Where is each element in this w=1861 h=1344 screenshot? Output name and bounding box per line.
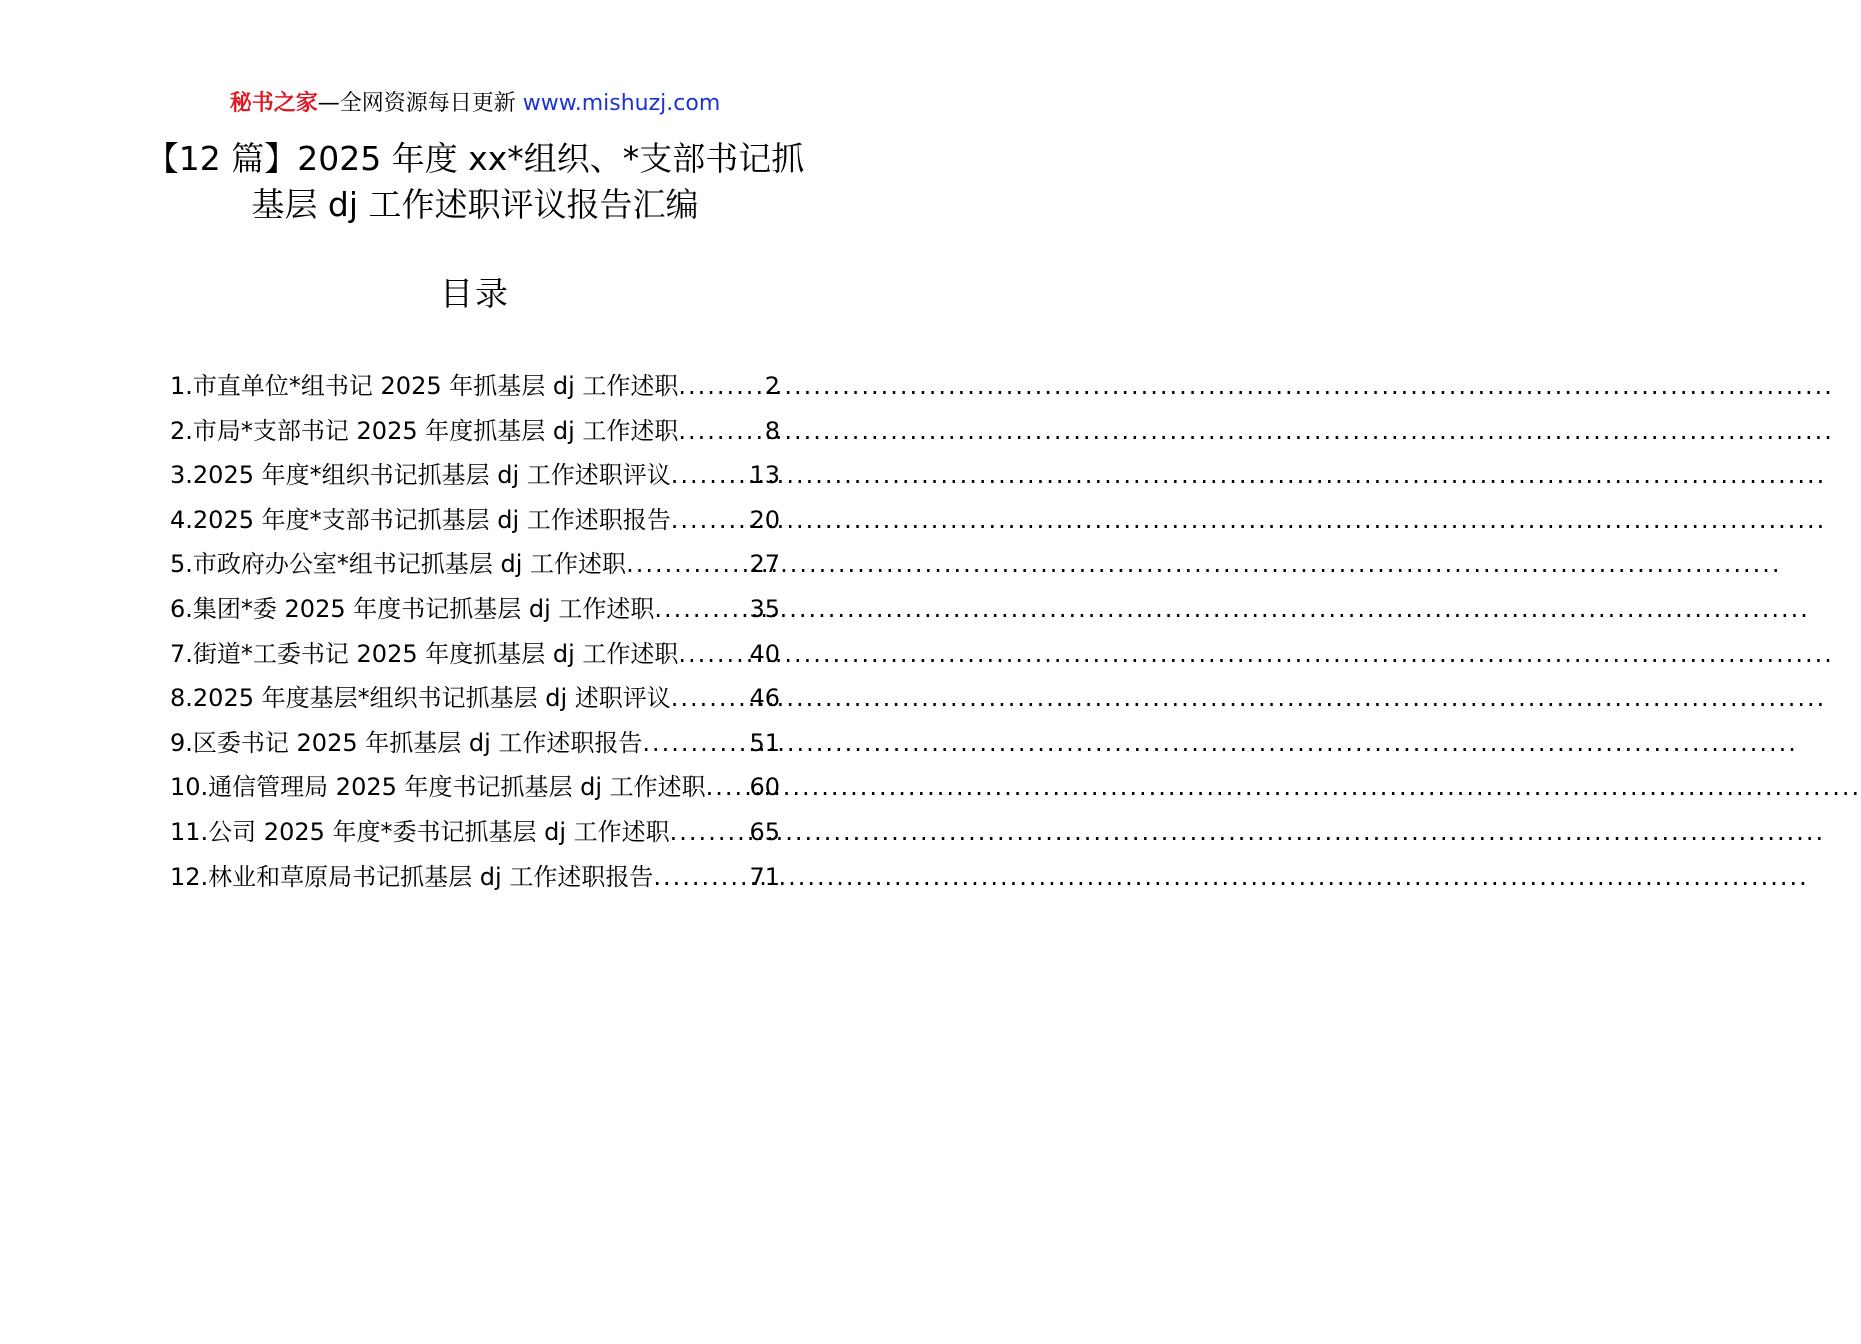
toc-entry-page-number: 40 xyxy=(749,639,780,668)
site-header xyxy=(0,88,950,120)
toc-entry-title: 5.市政府办公室*组书记抓基层 dj 工作述职 xyxy=(170,550,627,579)
toc-entry-page-number: 8 xyxy=(764,416,780,445)
toc-entry-title: 4.2025 年度*支部书记抓基层 dj 工作述职报告 xyxy=(170,505,671,534)
site-url-link[interactable]: www.mishuzj.com xyxy=(522,91,721,116)
document-title-line-2: 基层 dj 工作述职评议报告汇编 xyxy=(251,185,699,224)
toc-entry-page-number: 20 xyxy=(749,505,780,534)
toc-entry-title: 11.公司 2025 年度*委书记抓基层 dj 工作述职 xyxy=(170,817,670,846)
toc-entry-title: 6.集团*委 2025 年度书记抓基层 dj 工作述职 xyxy=(170,594,655,623)
toc-entry-title: 3.2025 年度*组织书记抓基层 dj 工作述职评议 xyxy=(170,461,671,490)
toc-entry-page-number: 60 xyxy=(749,773,780,802)
toc-entry-title: 2.市局*支部书记 2025 年度抓基层 dj 工作述职 xyxy=(170,416,679,445)
toc-entry-title: 12.林业和草原局书记抓基层 dj 工作述职报告 xyxy=(170,862,654,891)
toc-entry[interactable] xyxy=(170,498,780,543)
toc-entry-title: 10.通信管理局 2025 年度书记抓基层 dj 工作述职 xyxy=(170,773,706,802)
toc-dot-leader xyxy=(671,498,750,543)
toc-entry[interactable] xyxy=(170,587,780,632)
toc-entry[interactable] xyxy=(170,542,780,587)
site-tagline: —全网资源每日更新 xyxy=(317,91,523,116)
toc-entry[interactable] xyxy=(170,453,780,498)
toc-entry-page-number: 35 xyxy=(749,594,780,623)
toc-entry-title: 7.街道*工委书记 2025 年度抓基层 dj 工作述职 xyxy=(170,639,679,668)
toc-entry[interactable] xyxy=(170,364,780,409)
toc-dot-leader xyxy=(654,587,749,632)
toc-dot-leader xyxy=(642,721,749,766)
toc-entry-page-number: 27 xyxy=(749,550,780,579)
toc-dot-leader xyxy=(706,765,750,810)
toc-entry-title: 8.2025 年度基层*组织书记抓基层 dj 述职评议 xyxy=(170,684,671,713)
toc-entry[interactable] xyxy=(170,721,780,766)
toc-entry[interactable] xyxy=(170,676,780,721)
toc-heading: 目录 xyxy=(440,274,510,313)
toc-entry[interactable] xyxy=(170,855,780,900)
toc-entry[interactable] xyxy=(170,765,780,810)
toc-entry-page-number: 46 xyxy=(749,684,780,713)
toc-dot-leader xyxy=(678,409,764,454)
toc-dot-leader xyxy=(626,542,749,587)
toc-entry-page-number: 65 xyxy=(749,817,780,846)
brand-name: 秘书之家 xyxy=(229,91,318,116)
toc-dot-leader xyxy=(670,810,750,855)
toc-entry[interactable] xyxy=(170,810,780,855)
document-title-line-1: 【12 篇】2025 年度 xx*组织、*支部书记抓 xyxy=(145,139,805,178)
toc-entry-page-number: 51 xyxy=(749,728,780,757)
toc-entry-page-number: 2 xyxy=(764,372,780,400)
toc-entry-title: 1.市直单位*组书记 2025 年抓基层 dj 工作述职 xyxy=(170,372,679,400)
toc-dot-leader xyxy=(671,676,750,721)
toc-dot-leader xyxy=(678,632,749,677)
toc-dot-leader xyxy=(678,364,764,409)
toc-entry-title: 9.区委书记 2025 年抓基层 dj 工作述职报告 xyxy=(170,728,643,757)
table-of-contents xyxy=(170,364,780,899)
toc-dot-leader xyxy=(671,453,750,498)
toc-entry-page-number: 71 xyxy=(749,862,780,891)
toc-dot-leader xyxy=(653,855,749,900)
document-title xyxy=(60,136,890,228)
toc-entry[interactable] xyxy=(170,409,780,454)
toc-entry[interactable] xyxy=(170,632,780,677)
toc-entry-page-number: 13 xyxy=(749,461,780,490)
